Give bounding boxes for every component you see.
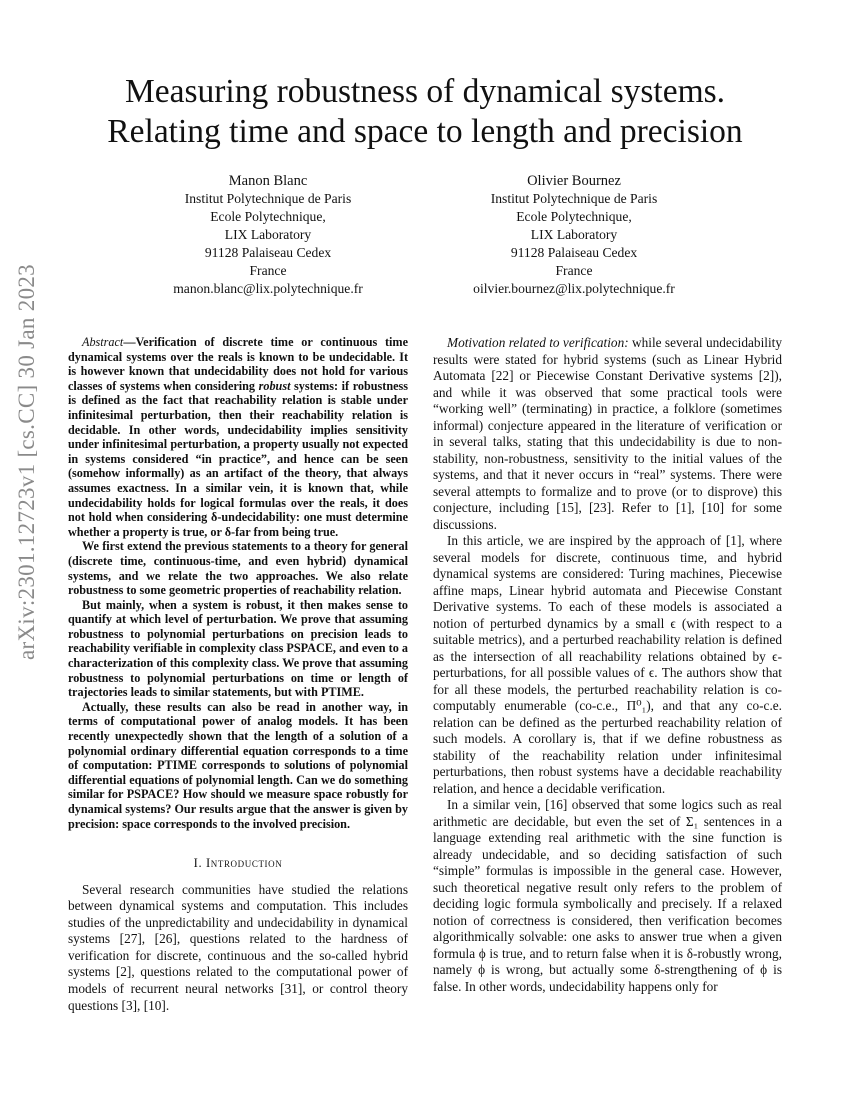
author-affiliation: LIX Laboratory xyxy=(224,227,312,242)
body-paragraph: In this article, we are inspired by the approach of [1], where several models for discrete, continuous time, and hybrid dynamical systems are considered: Turing machines, Piecewise affine maps, Linear hybrid automata and Piecewise Constant Derivative systems. To each of these models is associated a notion of perturbed dynamics by a small ϵ (with respect to a suitable metrics), and a perturbed reachability relation is defined as the intersection of all reachability relations obtained by ϵ-perturbations, for all possible values of ϵ. The authors show that for all these models, the perturbed reachability relation is co-computably enumerable (co-c.e., Π⁰₁), and that any co-c.e. relation can be defined as the perturbed reachability relation of such models. A corollary is, that if we define robustness as stability of the reachability relation under infinitesimal perturbations, then robust systems have a decidable reachability relation, and hence a decidable verification. xyxy=(433,533,782,796)
author-affiliation: 91128 Palaiseau Cedex xyxy=(510,245,638,260)
paper-title xyxy=(60,72,790,152)
left-column xyxy=(68,335,408,1014)
robust-emphasis: robust xyxy=(258,378,291,393)
body-paragraph: Motivation related to verification: while several undecidability results were stated for hybrid systems (such as Linear Hybrid Automata [22] or Piecewise Constant Derivative systems [2]), and while it was observed that some practical tools were “working well” (terminating) in practice, a folklore (sometimes informal) conjecture appeared in the literature of verification or in several talks, stating that this undecidability is due to non-stability, non-robustness, sensitivity to the initial values of the systems, and that it never occurs in “real” systems. There were several attempts to formalize and to prove (or to disprove) this conjecture, including [15], [23]. Refer to [1], [10] for some discussions. xyxy=(433,335,783,532)
paragraph-lead: Motivation related to verification: xyxy=(447,335,629,350)
right-column xyxy=(433,335,782,995)
author-affiliation: LIX Laboratory xyxy=(530,227,618,242)
abstract-label: Abstract xyxy=(82,335,124,349)
author-affiliation: Ecole Polytechnique, xyxy=(210,209,326,224)
arxiv-side-stamp: arXiv:2301.12723v1 [cs.CC] 30 Jan 2023 xyxy=(14,264,39,660)
author-2 xyxy=(424,172,724,298)
author-affiliation: Institut Polytechnique de Paris xyxy=(490,191,658,206)
abstract-paragraph: Actually, these results can also be read in another way, in terms of computational power of analog models. It has been recently unexpectedly shown that the length of a solution of a polynomial ordinary differential equation corresponds to a time of computation: PTIME corresponds to solutions of polynomial differential equations of polynomial length. Can we do something similar for PSPACE? How should we measure space robustly for dynamical systems? Our results argue that the answer is given by precision: space corresponds to the involved precision. xyxy=(68,699,408,831)
author-affiliation: 91128 Palaiseau Cedex xyxy=(204,245,332,260)
author-name: Manon Blanc xyxy=(228,173,308,189)
body-paragraph: In a similar vein, [16] observed that some logics such as real arithmetic are decidable, but even the set of Σ₁ sentences in a language extending real arithmetic with the sine function is already undecidable, and so deciding satisfaction of such “simple” formulas is impossible in the general case. However, such theoretical negative result only refers to the problem of deciding logic formula symbolically and precisely. If a relaxed notion of correctness is considered, then verification becomes algorithmically solvable: one asks to answer true when a given formula ϕ is true, and to return false when it is δ-robustly wrong, namely ϕ is wrong, but actually some δ-strengthening of ϕ is false. In other words, undecidability happens only for xyxy=(433,797,782,994)
abstract xyxy=(68,335,408,831)
intro-body xyxy=(68,882,408,1014)
author-affiliation: France xyxy=(555,263,593,278)
body-paragraph: Several research communities have studied the relations between dynamical systems and computation. This includes studies of the unpredictability and undecidability in dynamical systems [27], [26], questions related to the hardness of verification for discrete, continuous and the so-called hybrid systems [2], questions related to the computational power of models of recurrent neural networks [31], or control theory questions [3], [10]. xyxy=(68,881,408,1013)
title-line-1: Measuring robustness of dynamical systems. xyxy=(124,73,726,110)
abstract-paragraph: But mainly, when a system is robust, it then makes sense to quantify at which level of perturbation. We prove that assuming robustness to polynomial perturbations on precision leads to reachability verifiable in complexity class PSPACE, and even to a characterization of this complexity class. We prove that assuming robustness to polynomial perturbations on time or length of trajectories leads to similar statements, but with PTIME. xyxy=(68,597,408,700)
abstract-paragraph: Abstract—Verification of discrete time or continuous time dynamical systems over the reals is known to be undecidable. It is however known that undecidability does not hold for various classes of systems when considering robust systems: if robustness is defined as the fact that reachability relation is stable under infinitesimal perturbation, then their reachability relation is decidable. In other words, undecidability implies sensitivity under infinitesimal perturbation, a property usually not expected in systems considered “in practice”, and hence can be seen (somehow informally) as an artifact of the theory, that always assumes exactness. In a similar vein, it is known that, while undecidability holds for logical formulas over the reals, it does not hold when considering δ-undecidability: one must determine whether a property is true, or δ-far from being true. xyxy=(68,335,409,539)
author-email: manon.blanc@lix.polytechnique.fr xyxy=(173,281,363,296)
section-heading: I. Introduction xyxy=(193,856,283,871)
author-affiliation: France xyxy=(249,263,287,278)
author-email: oilvier.bournez@lix.polytechnique.fr xyxy=(473,281,675,296)
author-affiliation: Institut Polytechnique de Paris xyxy=(184,191,352,206)
abstract-paragraph: We first extend the previous statements to a theory for general (discrete time, continuous-time, and even hybrid) dynamical systems, and we relate the two approaches. We also relate robustness to some geometric properties of reachability relation. xyxy=(68,539,408,598)
author-affiliation: Ecole Polytechnique, xyxy=(516,209,632,224)
author-1 xyxy=(118,172,418,298)
title-line-2: Relating time and space to length and precision xyxy=(107,113,743,150)
author-name: Olivier Bournez xyxy=(527,173,621,189)
